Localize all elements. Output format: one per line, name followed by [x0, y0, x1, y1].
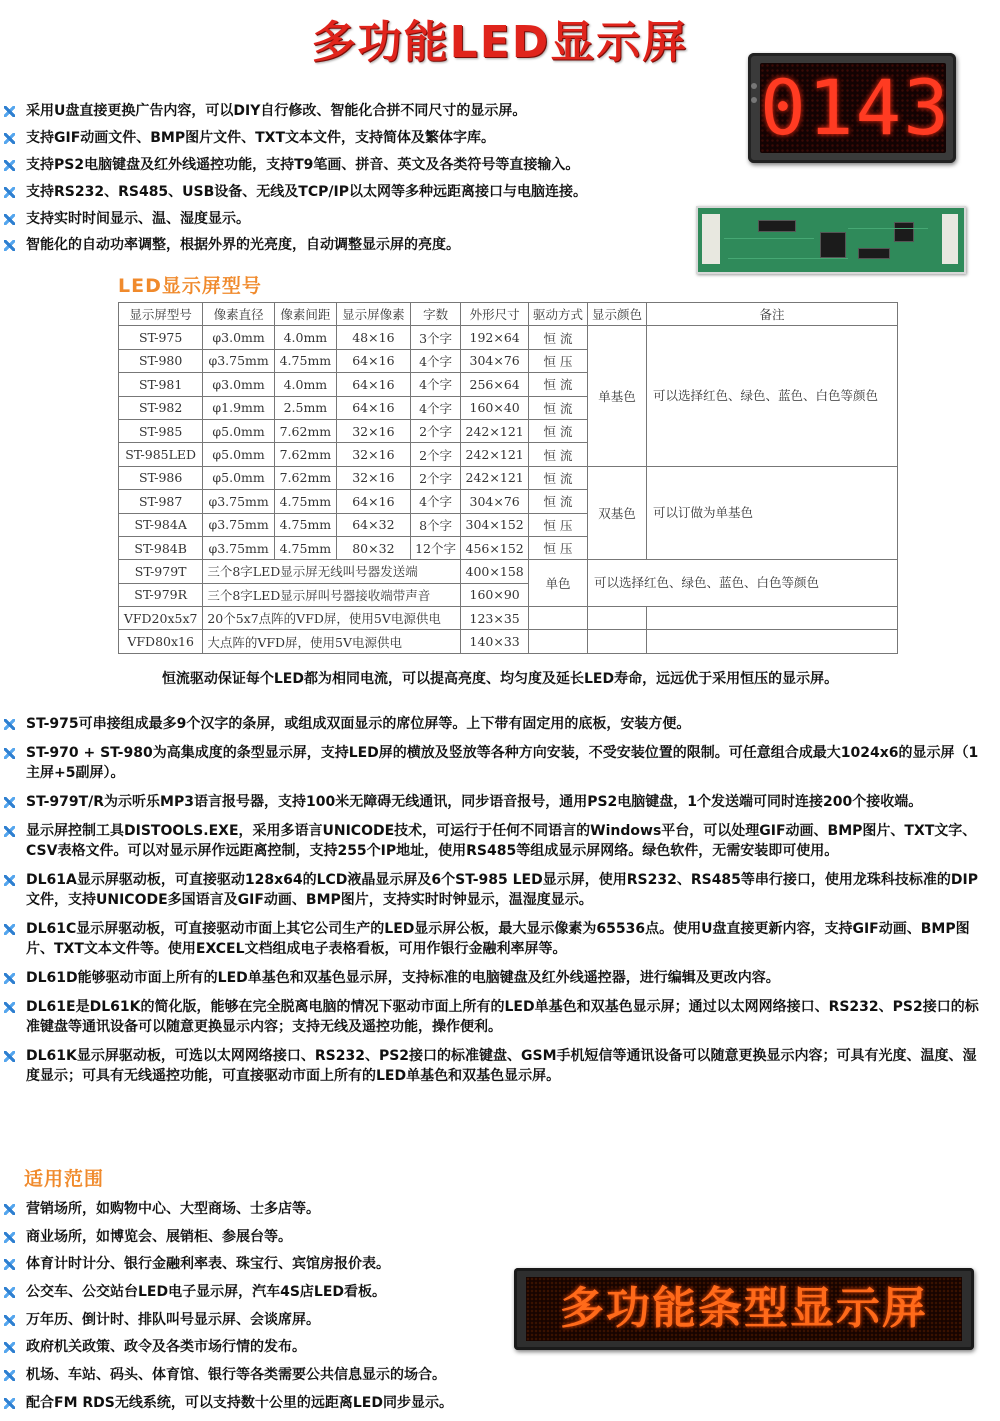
bullet-icon — [4, 214, 15, 225]
list-item: 公交车、公交站台LED电子显示屏，汽车4S店LED看板。 — [0, 1282, 453, 1302]
constant-current-note: 恒流驱动保证每个LED都为相同电流，可以提高亮度、均匀度及延长LED寿命，远远优于采用恒压的显示屏。 — [161, 671, 839, 687]
application-list — [0, 1199, 453, 1421]
led-strip-image — [514, 1268, 974, 1350]
list-item: DL61D能够驱动市面上所有的LED单基色和双基色显示屏，支持标准的电脑键盘及红外线遥控器，进行编辑及更改内容。 — [0, 968, 990, 988]
bullet-icon — [4, 1002, 15, 1013]
board-connector — [942, 214, 958, 264]
list-item: ST-975可串接组成最多9个汉字的条屏，或组成双面显示的席位屏等。上下带有固定用的底板，安装方便。 — [0, 714, 990, 734]
board-trace — [728, 258, 848, 259]
bullet-icon — [4, 160, 15, 171]
circuit-board-image — [696, 206, 966, 274]
table-row: ST-982 φ1.9mm 2.5mm 64×16 4个字 160×40 恒 流 — [119, 396, 898, 419]
list-item: DL61K显示屏驱动板，可选以太网网络接口、RS232、PS2接口的标准键盘、GSM手机短信等通讯设备可以随意更换显示内容；可具有光度、温度、湿度显示；可具有无线遥控功能，可直接驱动市面上所有的LED单基色和双基色显示屏。 — [0, 1046, 990, 1086]
table-row: ST-979T 三个8字LED显示屏无线叫号器发送端 400×158 单色 可以选择红色、绿色、蓝色、白色等颜色 — [119, 560, 898, 583]
bullet-icon — [4, 187, 15, 198]
bullet-icon — [4, 240, 15, 251]
bullet-icon — [4, 133, 15, 144]
detail-list — [0, 714, 990, 1095]
table-row: ST-975 φ3.0mm 4.0mm 48×16 3个字 192×64 恒 流 单基色 可以选择红色、绿色、蓝色、白色等颜色 — [119, 326, 898, 349]
list-item: DL61C显示屏驱动板，可直接驱动市面上其它公司生产的LED显示屏公板，最大显示像素为65536点。使用U盘直接更新内容，支持GIF动画、BMP图片、TXT文本文件等。使用EXCEL文档组成电子表格看板，可用作银行金融利率屏等。 — [0, 919, 990, 959]
indicator-dot — [751, 83, 757, 89]
list-item: DL61A显示屏驱动板，可直接驱动128x64的LCD液晶显示屏及6个ST-985 LED显示屏，使用RS232、RS485等串行接口，使用龙珠科技标准的DIP文件，支持UNICODE多国语言及GIF动画、BMP图片，支持实时时钟显示，温湿度显示。 — [0, 870, 990, 910]
color-cell: 双基色 — [588, 466, 647, 560]
list-item: 智能化的自动功率调整，根据外界的光亮度，自动调整显示屏的亮度。 — [0, 235, 587, 255]
list-item: 政府机关政策、政令及各类市场行情的发布。 — [0, 1337, 453, 1357]
bullet-icon — [4, 1315, 15, 1326]
board-chip — [758, 220, 796, 232]
board-chip — [858, 248, 890, 259]
bullet-icon — [4, 1204, 15, 1215]
strip-text: 多功能条型显示屏 — [560, 1283, 928, 1334]
model-section-title: LED显示屏型号 — [118, 275, 262, 297]
list-item: 营销场所，如购物中心、大型商场、士多店等。 — [0, 1199, 453, 1219]
table-row: ST-985LED φ5.0mm 7.62mm 32×16 2个字 242×121 恒 流 — [119, 443, 898, 466]
board-chip — [894, 222, 914, 242]
board-connector — [702, 214, 720, 264]
list-item: 机场、车站、码头、体育馆、银行等各类需要公共信息显示的场合。 — [0, 1365, 453, 1385]
clock-digits: 0143 — [760, 63, 952, 152]
bullet-icon — [4, 719, 15, 730]
led-clock-image — [748, 53, 956, 163]
table-row: ST-984A φ3.75mm 4.75mm 64×32 8个字 304×152 恒 压 — [119, 513, 898, 536]
bullet-icon — [4, 106, 15, 117]
note-cell: 可以选择红色、绿色、蓝色、白色等颜色 — [646, 326, 897, 466]
color-cell: 单色 — [529, 560, 588, 607]
table-header-row: 显示屏型号 像素直径 像素间距 显示屏像素 字数 外形尺寸 驱动方式 显示颜色 备注 — [119, 303, 898, 326]
table-row: ST-979R 三个8字LED显示屏叫号器接收端带声音 160×90 — [119, 583, 898, 606]
list-item: 支持RS232、RS485、USB设备、无线及TCP/IP以太网等多种远距离接口与电脑连接。 — [0, 182, 587, 202]
bullet-icon — [4, 1259, 15, 1270]
application-section-title: 适用范围 — [24, 1168, 105, 1190]
table-row: ST-986 φ5.0mm 7.62mm 32×16 2个字 242×121 恒 流 双基色 可以订做为单基色 — [119, 466, 898, 489]
board-chip — [820, 232, 846, 258]
list-item: ST-970 + ST-980为高集成度的条型显示屏，支持LED屏的横放及竖放等各种方向安装，不受安装位置的限制。可任意组合成最大1024x6的显示屏（1主屏+5副屏）。 — [0, 743, 990, 783]
color-cell: 单基色 — [588, 326, 647, 466]
board-trace — [724, 238, 814, 239]
list-item: 体育计时计分、银行金融利率表、珠宝行、宾馆房报价表。 — [0, 1254, 453, 1274]
spec-table — [118, 302, 898, 654]
bullet-icon — [4, 1287, 15, 1298]
list-item: 支持实时时间显示、温、湿度显示。 — [0, 209, 587, 229]
page-title: 多功能LED显示屏 — [311, 17, 689, 68]
table-row: VFD20x5x7 20个5x7点阵的VFD屏，使用5V电源供电 123×35 — [119, 607, 898, 630]
bullet-icon — [4, 748, 15, 759]
led-clock-face — [760, 63, 952, 153]
list-item: ST-979T/R为示听乐MP3语言报号器，支持100米无障碍无线通讯，同步语音报号，通用PS2电脑键盘，1个发送端可同时连接200个接收端。 — [0, 792, 990, 812]
note-cell: 可以订做为单基色 — [646, 466, 897, 560]
list-item: 商业场所，如博览会、展销柜、参展台等。 — [0, 1227, 453, 1247]
list-item: 显示屏控制工具DISTOOLS.EXE，采用多语言UNICODE技术，可运行于任何不同语言的Windows平台，可以处理GIF动画、BMP图片、TXT文字、CSV表格文件。可以对显示屏作远距离控制，支持255个IP地址，使用RS485等组成显示屏网络。绿色软件，无需安装即可使用。 — [0, 821, 990, 861]
bullet-icon — [4, 1398, 15, 1409]
table-row: ST-980 φ3.75mm 4.75mm 64×16 4个字 304×76 恒 压 — [119, 349, 898, 372]
bullet-icon — [4, 1370, 15, 1381]
bullet-icon — [4, 1232, 15, 1243]
board-trace — [848, 228, 928, 229]
bullet-icon — [4, 1051, 15, 1062]
indicator-dot — [751, 97, 757, 103]
list-item: 支持GIF动画文件、BMP图片文件、TXT文本文件，支持简体及繁体字库。 — [0, 128, 587, 148]
table-row: ST-984B φ3.75mm 4.75mm 80×32 12个字 456×152 恒 压 — [119, 536, 898, 559]
table-row: ST-981 φ3.0mm 4.0mm 64×16 4个字 256×64 恒 流 — [119, 373, 898, 396]
table-row: ST-985 φ5.0mm 7.62mm 32×16 2个字 242×121 恒 流 — [119, 419, 898, 442]
list-item: 支持PS2电脑键盘及红外线遥控功能，支持T9笔画、拼音、英文及各类符号等直接输入。 — [0, 155, 587, 175]
feature-list — [0, 101, 587, 262]
table-row: VFD80x16 大点阵的VFD屏，使用5V电源供电 140×33 — [119, 630, 898, 653]
list-item: DL61E是DL61K的简化版，能够在完全脱离电脑的情况下驱动市面上所有的LED单基色和双基色显示屏；通过以太网网络接口、RS232、PS2接口的标准键盘等通讯设备可以随意更换显示内容；支持无线及遥控功能，操作便利。 — [0, 997, 990, 1037]
note-cell: 可以选择红色、绿色、蓝色、白色等颜色 — [588, 560, 898, 607]
bullet-icon — [4, 826, 15, 837]
bullet-icon — [4, 875, 15, 886]
led-strip-face — [526, 1277, 962, 1341]
bullet-icon — [4, 973, 15, 984]
list-item: 配合FM RDS无线系统，可以支持数十公里的远距离LED同步显示。 — [0, 1393, 453, 1413]
bullet-icon — [4, 797, 15, 808]
table-row: ST-987 φ3.75mm 4.75mm 64×16 4个字 304×76 恒 流 — [119, 490, 898, 513]
list-item: 采用U盘直接更换广告内容，可以DIY自行修改、智能化合拼不同尺寸的显示屏。 — [0, 101, 587, 121]
bullet-icon — [4, 1342, 15, 1353]
list-item: 万年历、倒计时、排队叫号显示屏、会谈席屏。 — [0, 1310, 453, 1330]
bullet-icon — [4, 924, 15, 935]
